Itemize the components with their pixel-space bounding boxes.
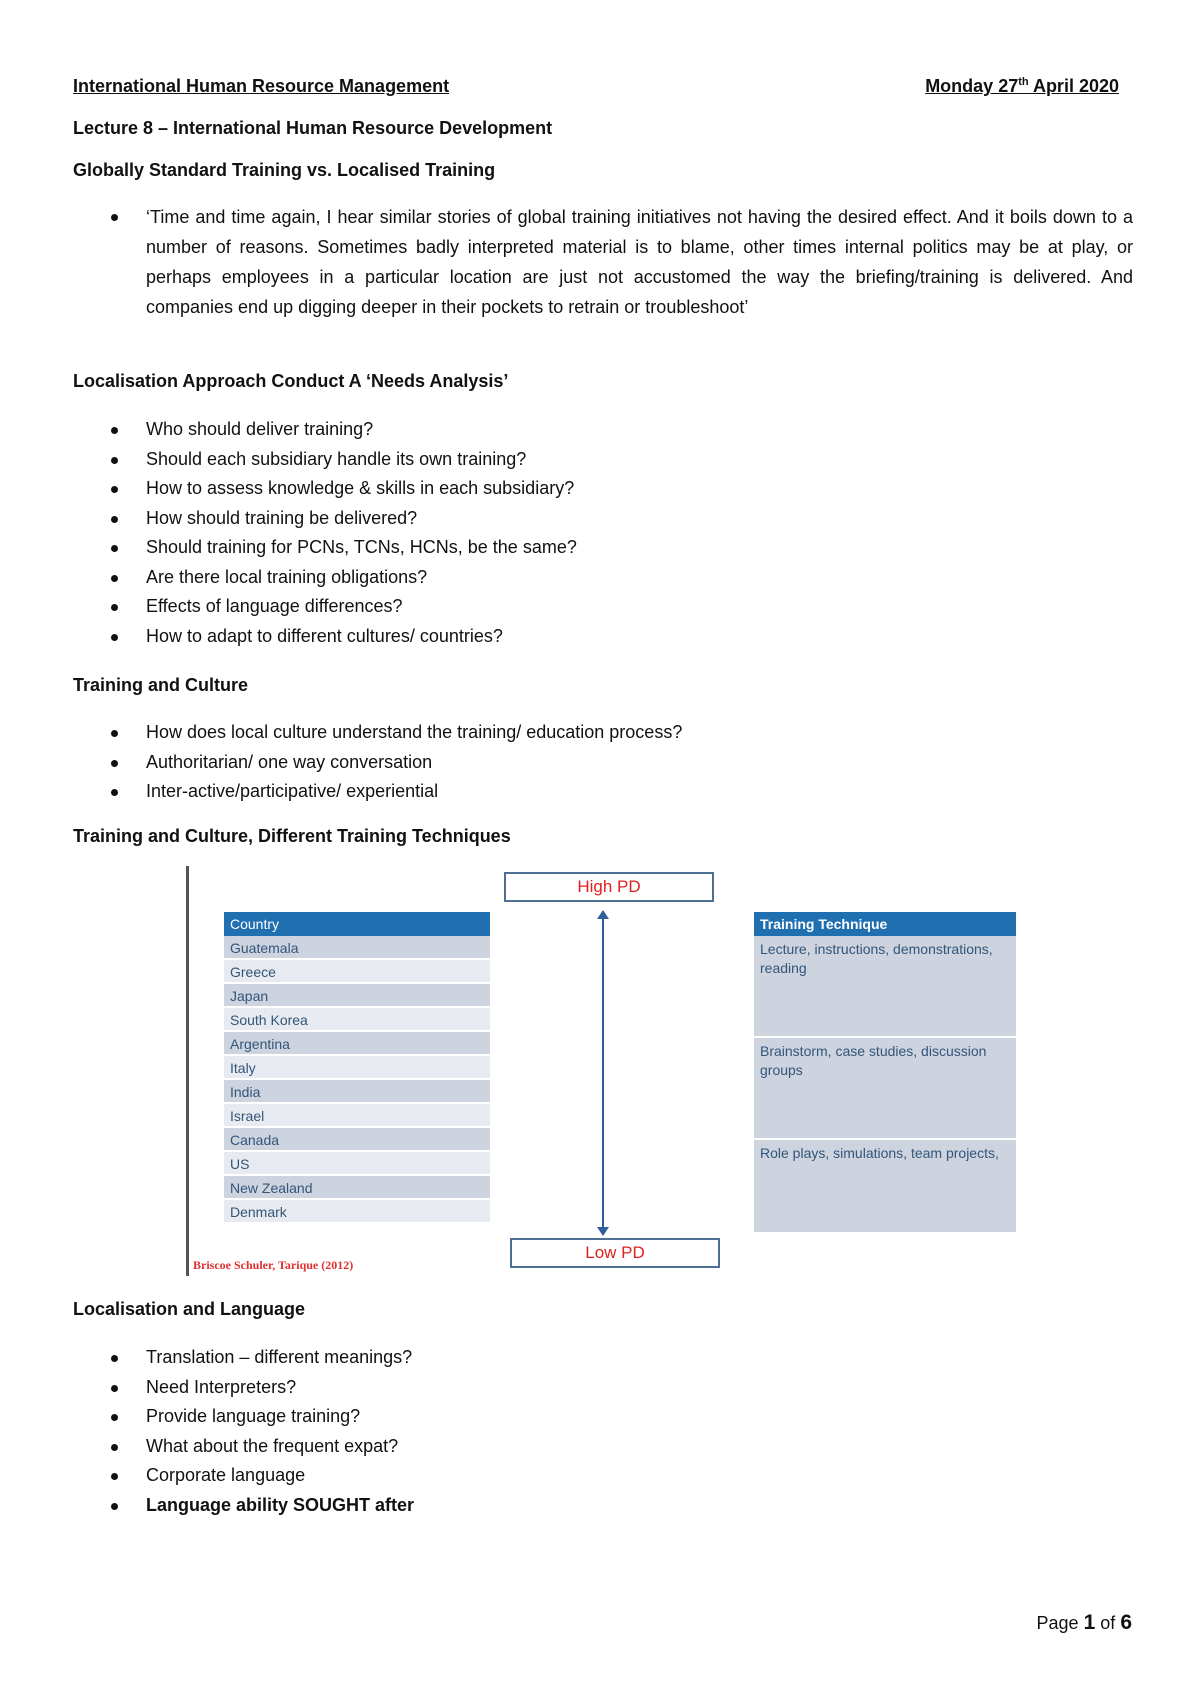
section-heading-training-culture: Training and Culture <box>73 675 249 695</box>
country-row: Japan <box>224 984 490 1008</box>
training-techniques-figure <box>186 866 1016 1276</box>
figure-left-rule <box>186 866 189 1276</box>
list-item-bold: Language ability SOUGHT after <box>73 1491 1133 1521</box>
list-item: Inter-active/participative/ experiential <box>73 777 1133 807</box>
list-item: How does local culture understand the training/ education process? <box>73 718 1133 748</box>
country-row: Greece <box>224 960 490 984</box>
country-row: Denmark <box>224 1200 490 1224</box>
country-row: Guatemala <box>224 936 490 960</box>
country-row: Argentina <box>224 1032 490 1056</box>
technique-cell: Lecture, instructions, demonstrations, reading <box>754 936 1016 1038</box>
lecture-title: Lecture 8 – International Human Resource Development <box>73 118 553 138</box>
list-item: Corporate language <box>73 1461 1133 1491</box>
technique-table-header: Training Technique <box>754 912 1016 936</box>
list-item: What about the frequent expat? <box>73 1432 1133 1462</box>
list-item: Effects of language differences? <box>73 592 1133 622</box>
quote-list <box>73 202 1133 322</box>
quote-item: ‘Time and time again, I hear similar stories of global training initiatives not having the desired effect. And it boils down to a number of reasons. Sometimes badly interpreted material is to blame, other times internal politics may be at play, or perhaps employees in a particular location are just not accustomed the way the briefing/training is delivered. And companies end up digging deeper in their pockets to retrain or troubleshoot’ <box>73 202 1133 322</box>
list-item: How to adapt to different cultures/ countries? <box>73 622 1133 652</box>
date-ordinal: th <box>1018 76 1029 88</box>
list-item: Should training for PCNs, TCNs, HCNs, be the same? <box>73 533 1133 563</box>
technique-cell: Brainstorm, case studies, discussion groups <box>754 1038 1016 1140</box>
section-heading-language: Localisation and Language <box>73 1299 306 1319</box>
country-row: South Korea <box>224 1008 490 1032</box>
arrow-down-icon <box>597 1227 609 1236</box>
country-row: Canada <box>224 1128 490 1152</box>
high-pd-box: High PD <box>504 872 714 902</box>
low-pd-box: Low PD <box>510 1238 720 1268</box>
country-row: US <box>224 1152 490 1176</box>
section-heading-techniques: Training and Culture, Different Training Techniques <box>73 826 511 846</box>
course-title: International Human Resource Management <box>73 76 450 96</box>
country-row: Italy <box>224 1056 490 1080</box>
needs-analysis-list <box>73 415 1133 651</box>
list-item: Who should deliver training? <box>73 415 1133 445</box>
list-item: Provide language training? <box>73 1402 1133 1432</box>
page-number: 1 <box>1083 1611 1096 1634</box>
pd-scale-line <box>602 916 604 1232</box>
date-rest: April 2020 <box>1028 76 1119 96</box>
list-item: Authoritarian/ one way conversation <box>73 748 1133 778</box>
section-heading-needs-analysis: Localisation Approach Conduct A ‘Needs Analysis’ <box>73 371 509 391</box>
country-row: New Zealand <box>224 1176 490 1200</box>
list-item: Are there local training obligations? <box>73 563 1133 593</box>
training-culture-list <box>73 718 1133 807</box>
technique-cell: Role plays, simulations, team projects, <box>754 1140 1016 1234</box>
page-word: Page <box>1036 1613 1079 1633</box>
technique-table <box>754 912 1016 1234</box>
figure-source: Briscoe Schuler, Tarique (2012) <box>193 1258 354 1272</box>
country-table-header: Country <box>224 912 490 936</box>
section-heading-global-vs-local: Globally Standard Training vs. Localised Training <box>73 160 496 180</box>
date-day: Monday 27 <box>925 76 1019 96</box>
page-total: 6 <box>1120 1611 1132 1634</box>
country-row: India <box>224 1080 490 1104</box>
list-item: Need Interpreters? <box>73 1373 1133 1403</box>
list-item: Should each subsidiary handle its own training? <box>73 445 1133 475</box>
lecture-date <box>925 76 1119 97</box>
list-item: Translation – different meanings? <box>73 1343 1133 1373</box>
of-word: of <box>1100 1613 1116 1633</box>
country-table <box>224 912 490 1224</box>
list-item: How should training be delivered? <box>73 504 1133 534</box>
language-list <box>73 1343 1133 1520</box>
page-footer <box>1037 1611 1132 1635</box>
country-row: Israel <box>224 1104 490 1128</box>
list-item: How to assess knowledge & skills in each subsidiary? <box>73 474 1133 504</box>
